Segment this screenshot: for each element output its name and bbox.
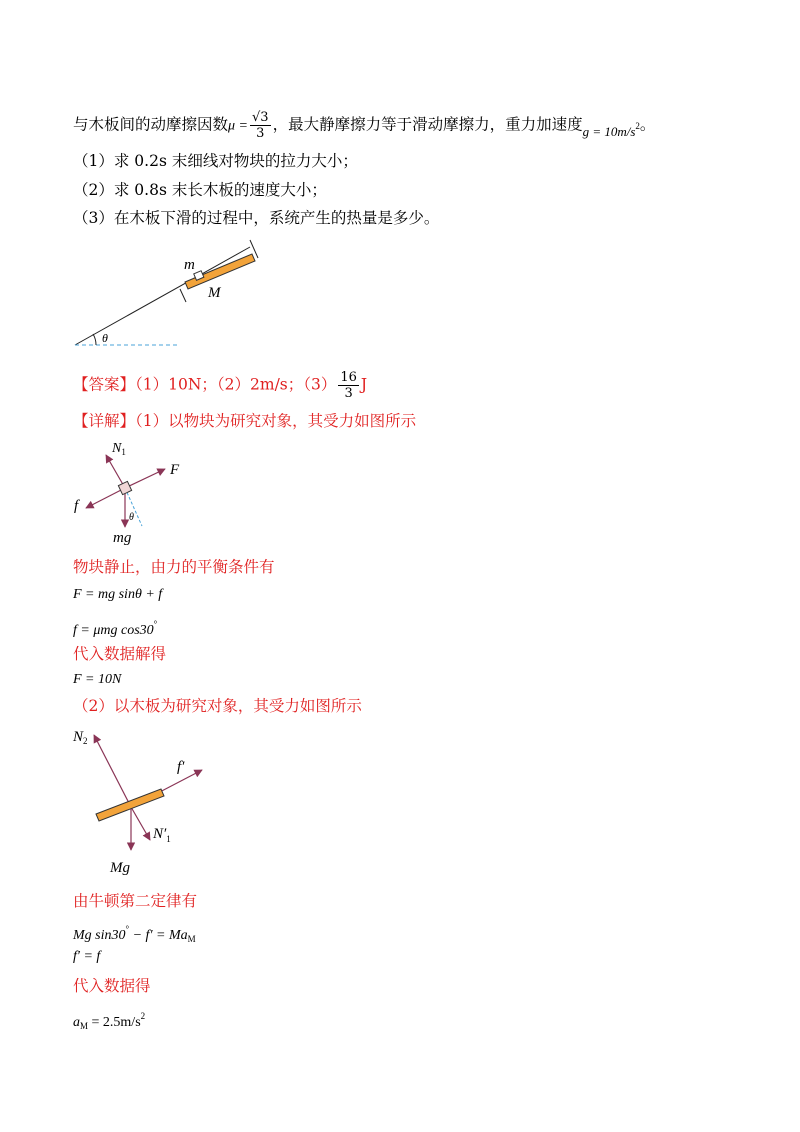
label-m: m — [184, 257, 195, 273]
equation-1: F = mg sinθ + f — [73, 587, 163, 602]
N2-sub: 2 — [83, 736, 88, 746]
eq2-degree: ° — [153, 619, 158, 629]
part2-intro: （2）以木板为研究对象，其受力如图所示 — [73, 697, 362, 715]
eq3-a: Mg sin30 — [73, 928, 126, 943]
N2-text: N — [73, 729, 84, 745]
question-2: （2）求 0.8s 末长木板的速度大小； — [73, 181, 327, 199]
label-M: M — [208, 285, 221, 301]
N1p-text: N′ — [153, 826, 167, 842]
detail-tag: 【详解】 — [73, 412, 136, 430]
eq3-degree: ° — [125, 924, 130, 934]
answer-den: 3 — [344, 386, 353, 401]
label-theta-2: θ — [129, 512, 134, 523]
mu-symbol: μ = — [228, 118, 248, 134]
arrow-N2 — [94, 735, 131, 807]
mu-numerator: √3 — [252, 110, 269, 125]
answer-num: 16 — [340, 370, 357, 385]
label-F: F — [170, 462, 180, 478]
substitute-text-2: 代入数据得 — [73, 977, 151, 995]
eq3-sub: M — [187, 934, 196, 944]
question-1: （1）求 0.2s 末细线对物块的拉力大小； — [73, 152, 358, 170]
g-expr-text: g = 10m/s — [582, 123, 636, 139]
result2-sub: M — [80, 1021, 89, 1031]
N1-sub: 1 — [121, 447, 126, 457]
mu-denominator: 3 — [256, 126, 265, 141]
problem-mid-text: ，最大静摩擦力等于滑动摩擦力，重力加速度 — [272, 115, 583, 134]
problem-intro-text: 与木板间的动摩擦因数 — [73, 115, 229, 134]
equation-3 — [73, 919, 196, 949]
N1-text: N — [112, 441, 122, 456]
answer-text: （1）10N；（2）2m/s；（3） — [135, 375, 337, 394]
answer-tag: 【答案】 — [73, 375, 136, 394]
label-fprime: f′ — [177, 759, 185, 775]
balance-text: 物块静止，由力的平衡条件有 — [73, 558, 275, 576]
eq2-text: f = μmg cos30 — [73, 623, 154, 638]
answer-unit: J — [360, 375, 368, 394]
label-N1prime — [152, 826, 171, 844]
result2-exp: 2 — [140, 1011, 146, 1021]
newton-text: 由牛顿第二定律有 — [73, 892, 198, 910]
label-f: f — [74, 498, 79, 514]
N1p-sub: 1 — [166, 834, 171, 844]
label-mg: mg — [113, 530, 132, 546]
result2-a: a — [73, 1015, 80, 1030]
theta-label-1: θ — [102, 331, 108, 345]
eq3-b: − f′ = Ma — [129, 928, 188, 943]
board-rect — [96, 789, 164, 821]
equation-4: f′ = f — [73, 949, 101, 964]
result-1: F = 10N — [73, 672, 122, 687]
part1-intro: （1）以物块为研究对象，其受力如图所示 — [135, 412, 417, 430]
result2-b: = 2.5m/s — [88, 1015, 141, 1030]
arrow-N1prime — [131, 807, 150, 840]
label-Mg: Mg — [110, 860, 130, 876]
label-N2 — [72, 729, 88, 746]
g-end: 。 — [639, 115, 656, 134]
substitute-text-1: 代入数据解得 — [73, 645, 167, 663]
result-2 — [73, 1006, 145, 1036]
g-exponent: 2 — [635, 120, 640, 131]
question-3: （3）在木板下滑的过程中，系统产生的热量是多少。 — [73, 209, 440, 227]
